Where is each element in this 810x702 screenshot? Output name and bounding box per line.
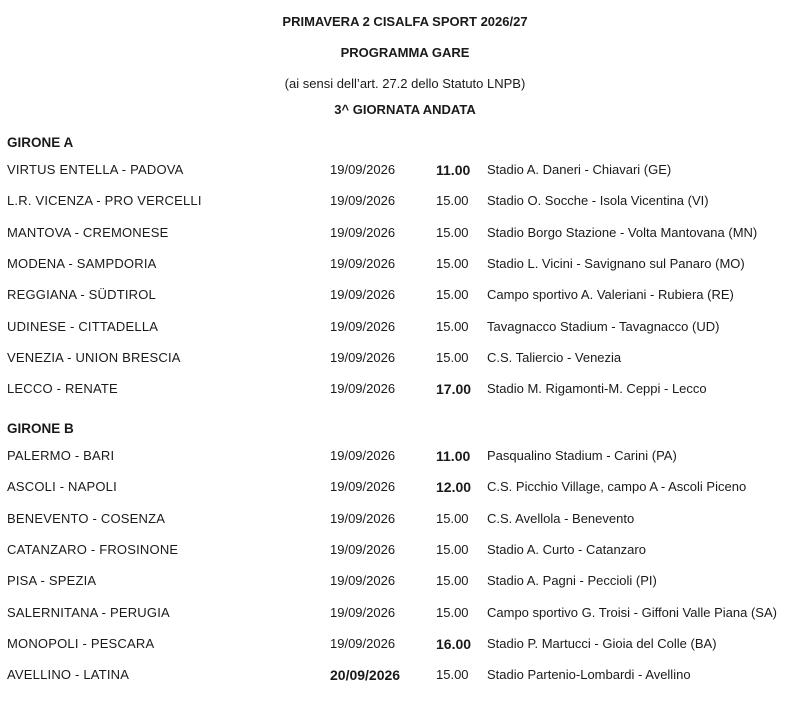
match-date: 19/09/2026: [330, 573, 396, 589]
match-date: 19/09/2026: [330, 255, 396, 271]
match-teams: CATANZARO - FROSINONE: [7, 541, 179, 557]
match-teams: VIRTUS ENTELLA - PADOVA: [7, 162, 184, 177]
match-venue: Stadio A. Pagni - Peccioli (PI): [487, 573, 657, 589]
match-venue: Stadio L. Vicini - Savignano sul Panaro (MO): [487, 255, 745, 271]
match-date: 19/09/2026: [330, 287, 396, 303]
fixture-row: [0, 479, 810, 499]
match-venue: Pasqualino Stadium - Carini (PA): [487, 448, 677, 463]
match-date: 19/09/2026: [330, 635, 396, 651]
fixture-row: [0, 667, 810, 687]
kickoff-time: 15.00: [436, 573, 469, 589]
match-venue: Stadio M. Rigamonti-M. Ceppi - Lecco: [487, 381, 707, 397]
group-heading: GIRONE A: [7, 135, 74, 150]
match-teams: MONOPOLI - PESCARA: [7, 635, 155, 651]
fixture-row: [0, 573, 810, 593]
fixture-row: [0, 381, 810, 401]
kickoff-time: 11.00: [436, 448, 471, 464]
match-date: 19/09/2026: [330, 510, 396, 526]
fixture-row: [0, 287, 810, 307]
match-venue: Stadio A. Daneri - Chiavari (GE): [487, 162, 672, 177]
match-teams: AVELLINO - LATINA: [7, 667, 130, 683]
match-venue: Stadio P. Martucci - Gioia del Colle (BA): [487, 635, 717, 651]
kickoff-time: 15.00: [436, 255, 469, 271]
match-date: 19/09/2026: [330, 479, 396, 495]
match-venue: Campo sportivo G. Troisi - Giffoni Valle Piana (SA): [487, 604, 777, 620]
kickoff-time: 11.00: [436, 162, 471, 178]
match-teams: MODENA - SAMPDORIA: [7, 255, 157, 271]
kickoff-time: 15.00: [436, 287, 469, 303]
fixture-row: [0, 511, 810, 531]
match-venue: Tavagnacco Stadium - Tavagnacco (UD): [487, 318, 720, 334]
kickoff-time: 15.00: [436, 510, 469, 526]
match-date: 19/09/2026: [330, 193, 396, 209]
fixture-row: [0, 350, 810, 370]
kickoff-time: 12.00: [436, 479, 472, 496]
kickoff-time: 16.00: [436, 635, 472, 652]
fixture-row: [0, 605, 810, 625]
fixture-row: [0, 193, 810, 213]
fixture-row: [0, 319, 810, 339]
kickoff-time: 15.00: [436, 224, 469, 240]
fixture-row: [0, 542, 810, 562]
match-venue: Campo sportivo A. Valeriani - Rubiera (RE): [487, 287, 734, 303]
match-date: 19/09/2026: [330, 541, 396, 557]
match-date: 20/09/2026: [330, 667, 401, 684]
kickoff-time: 15.00: [436, 349, 469, 365]
match-venue: C.S. Avellola - Benevento: [487, 510, 635, 526]
match-date: 19/09/2026: [330, 604, 396, 620]
fixture-row: [0, 256, 810, 276]
match-teams: MANTOVA - CREMONESE: [7, 224, 169, 240]
match-date: 19/09/2026: [330, 162, 396, 177]
document-title: PRIMAVERA 2 CISALFA SPORT 2026/27: [282, 14, 528, 29]
kickoff-time: 15.00: [436, 667, 469, 683]
match-venue: Stadio Partenio-Lombardi - Avellino: [487, 667, 691, 683]
kickoff-time: 15.00: [436, 541, 469, 557]
match-teams: ASCOLI - NAPOLI: [7, 479, 117, 495]
kickoff-time: 15.00: [436, 318, 469, 334]
kickoff-time: 15.00: [436, 604, 469, 620]
match-teams: PALERMO - BARI: [7, 448, 115, 463]
match-date: 19/09/2026: [330, 224, 396, 240]
match-teams: LECCO - RENATE: [7, 381, 118, 397]
group-heading: GIRONE B: [7, 421, 74, 436]
match-venue: Stadio Borgo Stazione - Volta Mantovana (MN): [487, 224, 758, 240]
match-date: 19/09/2026: [330, 448, 396, 463]
match-venue: Stadio A. Curto - Catanzaro: [487, 541, 646, 557]
match-teams: SALERNITANA - PERUGIA: [7, 604, 170, 620]
round-title: 3^ GIORNATA ANDATA: [334, 102, 476, 117]
match-teams: VENEZIA - UNION BRESCIA: [7, 349, 181, 365]
document-subtitle: PROGRAMMA GARE: [340, 45, 470, 60]
match-teams: L.R. VICENZA - PRO VERCELLI: [7, 193, 202, 209]
match-venue: C.S. Taliercio - Venezia: [487, 349, 622, 365]
match-date: 19/09/2026: [330, 318, 396, 334]
match-teams: PISA - SPEZIA: [7, 573, 97, 589]
regulation-note: (ai sensi dell’art. 27.2 dello Statuto LNPB): [284, 76, 526, 91]
match-venue: Stadio O. Socche - Isola Vicentina (VI): [487, 193, 709, 209]
match-teams: BENEVENTO - COSENZA: [7, 510, 166, 526]
kickoff-time: 17.00: [436, 381, 472, 398]
fixture-row: [0, 225, 810, 245]
match-venue: C.S. Picchio Village, campo A - Ascoli Piceno: [487, 479, 747, 495]
match-date: 19/09/2026: [330, 381, 396, 397]
match-teams: REGGIANA - SÜDTIROL: [7, 287, 156, 303]
match-date: 19/09/2026: [330, 349, 396, 365]
match-teams: UDINESE - CITTADELLA: [7, 318, 159, 334]
fixture-row: [0, 162, 810, 182]
fixture-row: [0, 448, 810, 468]
kickoff-time: 15.00: [436, 193, 469, 209]
fixture-row: [0, 636, 810, 656]
